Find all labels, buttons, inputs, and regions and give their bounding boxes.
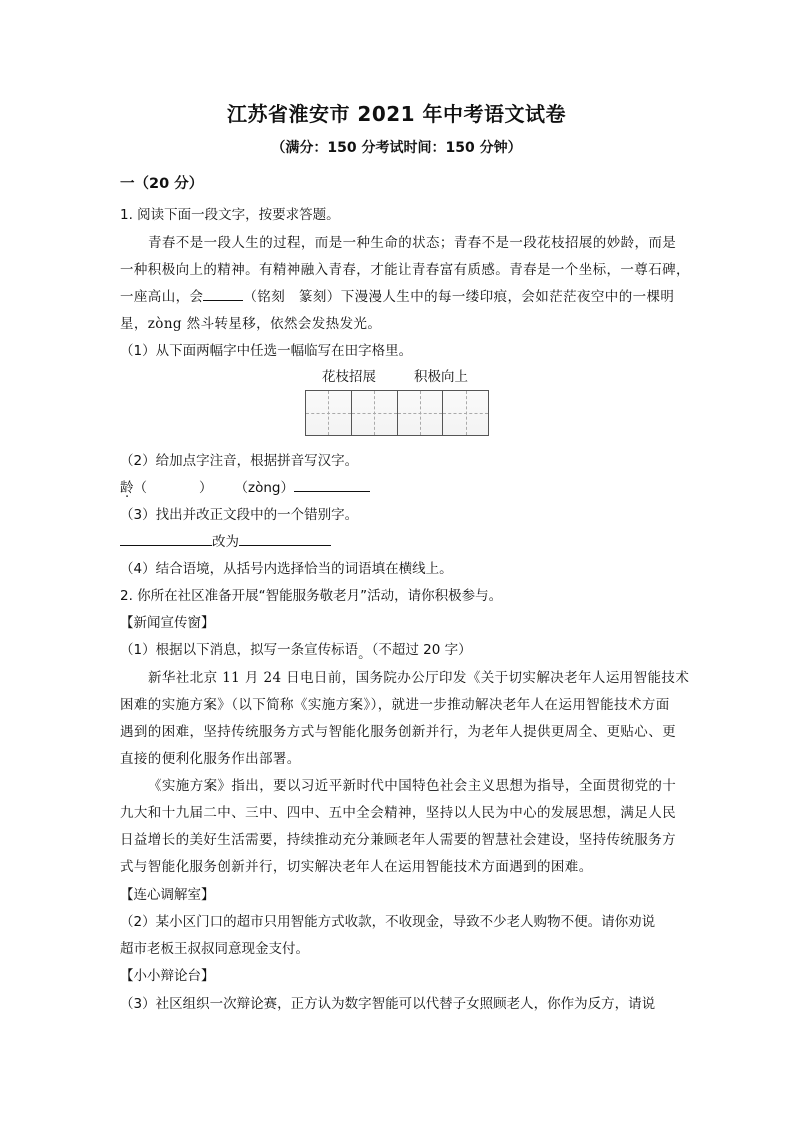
grid-cell[interactable]	[306, 391, 352, 435]
section-head-debate: 【小小辩论台】	[120, 968, 215, 984]
section-head-mediation: 【连心调解室】	[120, 887, 215, 903]
passage-text: （铭刻 篆刻）下漫漫人生中的每一缕印痕，会如茫茫夜空中的一棵明	[243, 289, 675, 305]
sub-question-2-3: （3）社区组织一次辩论赛，正方认为数字智能可以代替子女照顾老人，你作为反方，请说	[120, 996, 656, 1012]
grid-cell[interactable]	[443, 391, 488, 435]
dotted-character: 龄	[120, 480, 134, 496]
question-2-prompt: 2. 你所在社区准备开展“智能服务敬老月”活动，请你积极参与。	[120, 588, 503, 604]
tianzige-grid[interactable]	[305, 390, 489, 436]
page-title: 江苏省淮安市 2021 年中考语文试卷	[226, 102, 567, 126]
news-line: 遇到的困难，坚持传统服务方式与智能化服务创新并行，为老年人提供更周全、更贴心、更	[120, 724, 676, 740]
news-line: 九大和十九届二中、三中、四中、五中全会精神，坚持以人民为中心的发展思想，满足人民	[120, 805, 676, 821]
sub-question-4: （4）结合语境，从括号内选择恰当的词语填在横线上。	[120, 561, 453, 577]
paren-close: ）	[199, 480, 213, 496]
prompt-period: 。	[358, 646, 372, 662]
news-line: 日益增长的美好生活需要，持续推动充分兼顾老年人需要的智慧社会建设，坚持传统服务方	[120, 832, 676, 848]
grid-label-right: 积极向上	[414, 369, 468, 385]
news-line: 式与智能化服务创新并行，切实解决老年人在运用智能技术方面遇到的困难。	[120, 859, 593, 875]
sub-question-2: （2）给加点字注音，根据拼音写汉字。	[120, 453, 359, 469]
answer-blank[interactable]	[203, 288, 243, 301]
prompt-limit: （不超过 20 字）	[371, 642, 472, 658]
grid-cell[interactable]	[398, 391, 444, 435]
section-head-news: 【新闻宣传窗】	[120, 615, 215, 631]
answer-blank[interactable]	[239, 533, 331, 546]
grid-label-left: 花枝招展	[322, 369, 376, 385]
sub-question-2-2-cont: 超市老板王叔叔同意现金支付。	[120, 941, 309, 957]
change-to-label: 改为	[212, 534, 239, 550]
passage-line: 一种积极向上的精神。有精神融入青春，才能让青春富有质感。青春是一个坐标，一尊石碑，	[120, 262, 690, 278]
news-line: 直接的便利化服务作出部署。	[120, 751, 301, 767]
news-line: 新华社北京 11 月 24 日电日前，国务院办公厅印发《关于切实解决老年人运用智能技术	[148, 670, 690, 686]
prompt-text: （1）根据以下消息，拟写一条宣传标语	[120, 642, 359, 658]
section-heading: 一（20 分）	[120, 176, 204, 192]
sub-question-2-answer	[120, 476, 680, 496]
answer-blank[interactable]	[294, 479, 370, 492]
grid-cell[interactable]	[352, 391, 398, 435]
sub-question-2-1	[120, 638, 680, 662]
pinyin-label: （zòng）	[234, 480, 294, 496]
sub-question-3-answer	[120, 530, 680, 550]
sub-question-1: （1）从下面两幅字中任选一幅临写在田字格里。	[120, 343, 413, 359]
news-line: 《实施方案》指出，要以习近平新时代中国特色社会主义思想为指导，全面贯彻党的十	[148, 778, 677, 794]
passage-line: 星，zòng 然斗转星移，依然会发热发光。	[120, 316, 382, 332]
question-1-prompt: 1. 阅读下面一段文字，按要求答题。	[120, 207, 340, 223]
sub-question-2-2: （2）某小区门口的超市只用智能方式收款，不收现金，导致不少老人购物不便。请你劝说	[120, 914, 656, 930]
passage-line: 青春不是一段人生的过程，而是一种生命的状态；青春不是一段花枝招展的妙龄，而是	[148, 235, 677, 251]
sub-question-3: （3）找出并改正文段中的一个错别字。	[120, 507, 359, 523]
passage-text: 一座高山，会	[120, 289, 204, 305]
exam-info: （满分：150 分考试时间：150 分钟）	[271, 140, 522, 156]
paren-open: （	[133, 480, 147, 496]
passage-line-with-blank	[120, 285, 680, 305]
news-line: 困难的实施方案》（以下简称《实施方案》），就进一步推动解决老年人在运用智能技术方面	[120, 697, 670, 713]
answer-blank[interactable]	[120, 533, 212, 546]
